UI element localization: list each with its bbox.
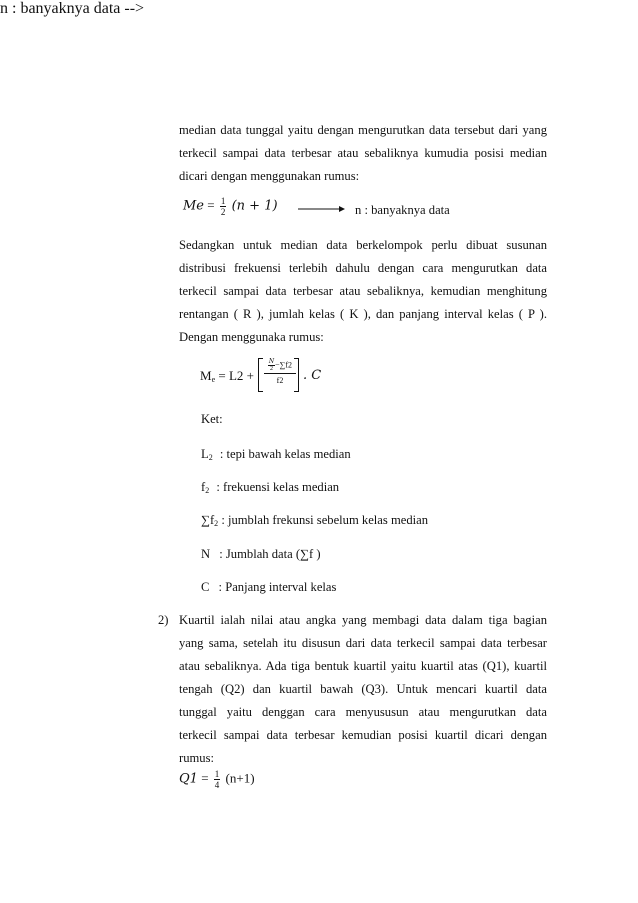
para3-line-6: terkecil sampai data terbesar kemudian posisi kuartil dicari dengan [179, 728, 547, 742]
formula2-lhs-rest: = L2 + [215, 368, 254, 383]
bracket-fraction-denominator: f2 [276, 376, 284, 385]
grouped-median-formula [200, 368, 254, 384]
para3-line-5: tunggal yaitu denggan cara menyususun atau mengurutkan data [179, 705, 547, 719]
right-bracket [294, 358, 299, 392]
para2-line-5: Dengan menggunaka rumus: [179, 330, 324, 344]
formula3-equals: = [201, 770, 209, 786]
ket-item-c [201, 580, 336, 595]
median-formula [183, 196, 278, 217]
para3-line-4: tengah (Q2) dan kuartil bawah (Q3). Untuk mencari kuartil data [179, 682, 547, 696]
arrow-right-icon [298, 204, 346, 214]
ket-symbol: L [201, 447, 209, 461]
fraction-denominator: 2 [220, 207, 226, 217]
quartile-formula [179, 769, 255, 790]
ket-symbol: C [201, 580, 210, 594]
fraction-numerator: 1 [220, 196, 226, 206]
ket-subscript: 2 [205, 486, 210, 495]
ket-item-n [201, 547, 321, 562]
para3-line-1: Kuartil ialah nilai atau angka yang membagi data dalam tiga bagian [179, 613, 547, 627]
ket-item-f2 [201, 480, 339, 495]
ket-subscript: 2 [214, 519, 219, 528]
fraction-quarter [214, 769, 221, 790]
ket-description: : jumblah frekunsi sebelum kelas median [218, 513, 429, 527]
para1-line-2: terkecil sampai data terbesar atau sebaliknya kumudia posisi median [179, 146, 547, 160]
bracket-fraction [264, 359, 296, 385]
ket-description: : frekuensi kelas median [213, 480, 340, 494]
formula2-lhs-main: M [200, 368, 212, 383]
fraction-half [220, 196, 227, 217]
two-symbol: 2 [270, 366, 274, 372]
ket-subscript: 2 [208, 453, 213, 462]
ket-description: : tepi bawah kelas median [216, 447, 351, 461]
fraction-denominator: 4 [214, 780, 220, 790]
ket-description: : Jumblah data (∑f ) [216, 547, 321, 561]
fraction-numerator: 1 [214, 769, 220, 779]
list-marker: 2) [158, 613, 169, 627]
ket-label: Ket: [201, 412, 223, 426]
para2-line-4: rentangan ( R ), jumlah kelas ( K ), dan panjang interval kelas ( P ). [179, 307, 547, 321]
formula2-tail: . C [303, 368, 322, 383]
para2-line-2: distribusi frekuensi terlebih dahulu dengan cara mengurutkan data [179, 261, 547, 275]
ket-symbol: N [201, 547, 211, 561]
formula-equals: = [207, 197, 215, 213]
n-symbol: N [268, 358, 275, 365]
ket-item-l2 [201, 447, 351, 462]
left-bracket [258, 358, 263, 392]
para2-line-1: Sedangkan untuk median data berkelompok perlu dibuat susunan [179, 238, 547, 252]
formula2-lhs-sub: e [211, 375, 216, 384]
para3-line-7: rumus: [179, 751, 214, 765]
ket-symbol: f [201, 480, 206, 494]
formula-lhs: Me [183, 198, 205, 214]
formula3-rhs: (n+1) [225, 770, 255, 786]
ket-description: : Panjang interval kelas [215, 580, 337, 594]
para3-line-3: atau sebaliknya. Ada tiga bentuk kuartil yaitu kuartil atas (Q1), kuartil [179, 659, 547, 673]
formula3-lhs: Q1 [179, 771, 198, 787]
ket-item-sum-f2 [201, 513, 428, 528]
minus-sum-f2: −∑f2 [275, 360, 293, 370]
para1-line-1: median data tunggal yaitu dengan mengurutkan data tersebut dari yang [179, 123, 547, 137]
bracket-fraction-numerator [264, 359, 296, 374]
para2-line-3: terkecil sampai data terbesar atau sebaliknya, kemudian menghitung [179, 284, 547, 298]
para3-line-2: yang sama, setelah itu disusun dari data terkecil sampai data terbesar [179, 636, 547, 650]
formula-note: n : banyaknya data [355, 203, 450, 217]
ket-symbol: ∑f [201, 513, 215, 527]
formula-rhs: (n + 1) [231, 198, 278, 214]
para1-line-3: dicari dengan menggunakan rumus: [179, 169, 360, 183]
